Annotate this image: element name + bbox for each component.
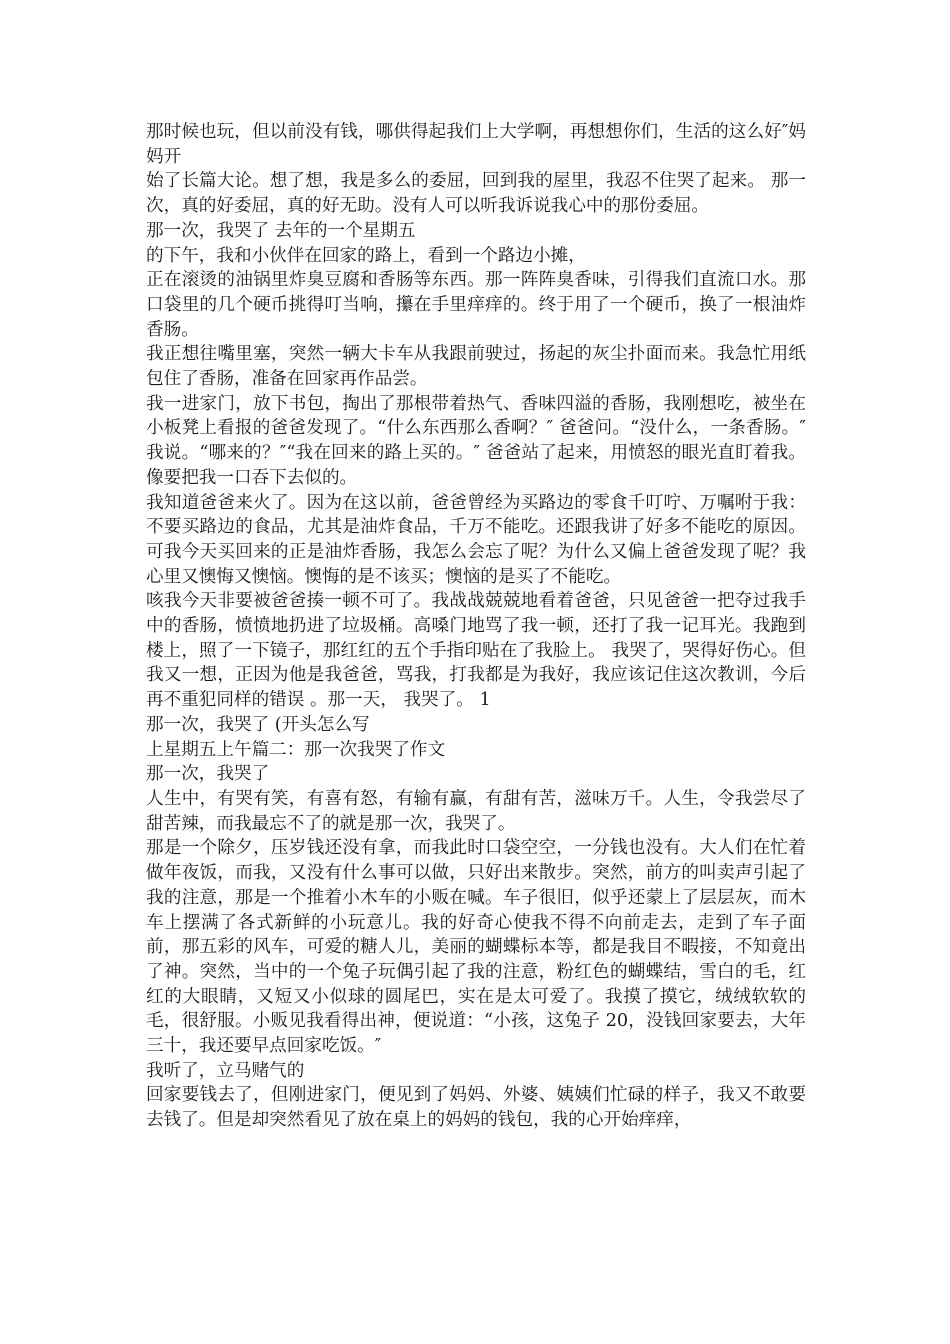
paragraph-3: 那一次，我哭了 去年的一个星期五 <box>146 220 416 241</box>
paragraph-8: 我知道爸爸来火了。因为在这以前，爸爸曾经为买路边的零食千叮咛、万嘱咐于我：不要买路边的食品，尤其是油炸食品，千万不能吃。还跟我讲了好多不能吃的原因。可我今天买回来的正是油炸香肠，我怎么会忘了呢？为什么又偏上爸爸发现了呢？我心里又懊悔又懊恼。懊悔的是不该买；懊恼的是买了不能吃。 <box>146 492 806 587</box>
paragraph-15: 我听了，立马赌气的 <box>146 1060 305 1081</box>
paragraph-6: 我正想往嘴里塞，突然一辆大卡车从我跟前驶过，扬起的灰尘扑面而来。我急忙用纸包住了香肠，准备在回家再作品尝。 <box>146 344 806 390</box>
paragraph-11: 上星期五上午篇二：那一次我哭了作文 <box>146 739 446 760</box>
paragraph-12: 那一次，我哭了 <box>146 764 270 785</box>
paragraph-10: 那一次，我哭了 (开头怎么写 <box>146 714 370 735</box>
paragraph-5: 正在滚烫的油锅里炸臭豆腐和香肠等东西。那一阵阵臭香味，引得我们直流口水。那口袋里的几个硬币挑得叮当响，攥在手里痒痒的。终于用了一个硬币，换了一根油炸香肠。 <box>146 270 806 340</box>
paragraph-7: 我一进家门，放下书包，掏出了那根带着热气、香味四溢的香肠，我刚想吃，被坐在小板凳上看报的爸爸发现了。“什么东西那么香啊？″ 爸爸问。“没什么，一条香肠。″ 我说。“哪来的？″“我在回来的路上买的。″ 爸爸站了起来，用愤怒的眼光直盯着我。像要把我一口吞下去似的。 <box>146 393 806 488</box>
paragraph-1: 那时候也玩，但以前没有钱，哪供得起我们上大学啊，再想想你们，生活的这么好″妈妈开 <box>146 122 806 167</box>
document-body <box>146 120 806 1133</box>
paragraph-14: 那是一个除夕，压岁钱还没有拿，而我此时口袋空空，一分钱也没有。大人们在忙着做年夜饭，而我，又没有什么事可以做，只好出来散步。突然，前方的叫卖声引起了我的注意，那是一个推着小木车的小贩在喊。车子很旧，似乎还蒙上了层层灰，而木车上摆满了各式新鲜的小玩意儿。我的好奇心使我不得不向前走去，走到了车子面前，那五彩的风车，可爱的糖人儿，美丽的蝴蝶标本等，都是我目不暇接，不知竟出了神。突然，当中的一个兔子玩偶引起了我的注意，粉红色的蝴蝶结，雪白的毛，红红的大眼睛，又短又小似球的圆尾巴，实在是太可爱了。我摸了摸它，绒绒软软的毛，很舒服。小贩见我看得出神，便说道：“小孩，这兔子 20，没钱回家要去，大年三十，我还要早点回家吃饭。″ <box>146 838 806 1057</box>
paragraph-2: 始了长篇大论。想了想，我是多么的委屈，回到我的屋里，我忍不住哭了起来。 那一次，真的好委屈，真的好无助。没有人可以听我诉说我心中的那份委屈。 <box>146 171 806 217</box>
paragraph-13: 人生中，有哭有笑，有喜有怒，有输有赢，有甜有苦，滋味万千。人生，令我尝尽了甜苦辣，而我最忘不了的就是那一次，我哭了。 <box>146 788 806 834</box>
paragraph-9: 咳我今天非要被爸爸揍一顿不可了。我战战兢兢地看着爸爸，只见爸爸一把夺过我手中的香肠，愤愤地扔进了垃圾桶。高嗓门地骂了我一顿，还打了我一记耳光。我跑到楼上，照了一下镜子，那红红的五个手指印贴在了我脸上。 我哭了，哭得好伤心。但我又一想，正因为他是我爸爸，骂我，打我都是为我好，我应该记住这次教训，今后再不重犯同样的错误 。那一天， 我哭了。 1 <box>146 591 806 711</box>
paragraph-16: 回家要钱去了，但刚进家门，便见到了妈妈、外婆、姨姨们忙碌的样子，我又不敢要去钱了。但是却突然看见了放在桌上的妈妈的钱包，我的心开始痒痒， <box>146 1085 806 1131</box>
paragraph-4: 的下午，我和小伙伴在回家的路上，看到一个路边小摊， <box>146 245 586 266</box>
